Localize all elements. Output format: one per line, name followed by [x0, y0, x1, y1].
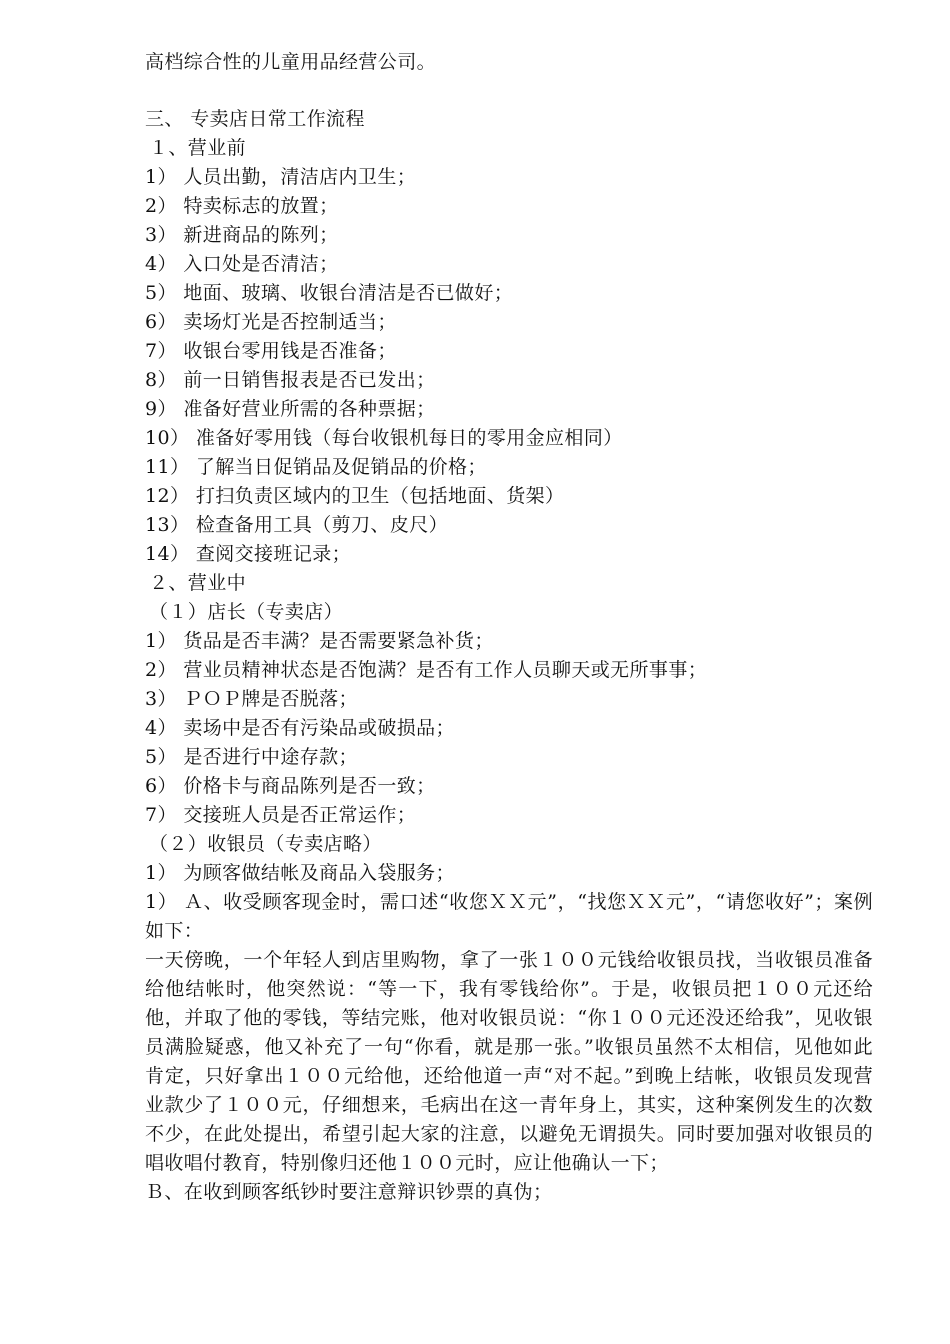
- list-item: 12） 打扫负责区域内的卫生（包括地面、货架）: [145, 485, 565, 507]
- role-title: （２）收银员（专卖店略）: [149, 833, 382, 855]
- list-item: 1） 货品是否丰满？是否需要紧急补货；: [145, 630, 494, 652]
- list-item: 2） 营业员精神状态是否饱满？是否有工作人员聊天或无所事事；: [145, 659, 708, 681]
- document-page: [145, 48, 880, 1207]
- blank-line: [145, 77, 880, 105]
- list-item: 1） 人员出勤，清洁店内卫生；: [145, 166, 417, 188]
- subsection-title: ２、营业中: [149, 572, 247, 594]
- list-item: 6） 卖场灯光是否控制适当；: [145, 311, 397, 333]
- section-title: 三、 专卖店日常工作流程: [145, 108, 365, 130]
- list-item: 6） 价格卡与商品陈列是否一致；: [145, 775, 436, 797]
- list-item: 3） ＰＯＰ牌是否脱落；: [145, 688, 358, 710]
- case-paragraph: 一天傍晚，一个年轻人到店里购物，拿了一张１００元钱给收银员找，当收银员准备给他结帐时，他突然说：“等一下，我有零钱给你”。于是，收银员把１００元还给他，并取了他的零钱，等结完账，他对收银员说：“你１００元还没还给我”，见收银员满脸疑惑，他又补充了一句“你看，就是那一张。”收银员虽然不太相信，见他如此肯定，只好拿出１００元给他，还给他道一声“对不起。”到晚上结帐，收银员发现营业款少了１００元，仔细想来，毛病出在这一青年身上，其实，这种案例发生的次数不少，在此处提出，希望引起大家的注意，以避免无谓损失。同时要加强对收银员的唱收唱付教育，特别像归还他１００元时，应让他确认一下；: [145, 949, 873, 1174]
- list-item: 13） 检查备用工具（剪刀、皮尺）: [145, 514, 449, 536]
- list-item: 14） 查阅交接班记录；: [145, 543, 352, 565]
- manager-list: [145, 627, 880, 830]
- list-item: 2） 特卖标志的放置；: [145, 195, 339, 217]
- list-item: 11） 了解当日促销品及促销品的价格；: [145, 456, 487, 478]
- list-item: 4） 卖场中是否有污染品或破损品；: [145, 717, 455, 739]
- list-item: 8） 前一日销售报表是否已发出；: [145, 369, 436, 391]
- intro-tail: 高档综合性的儿童用品经营公司。: [145, 51, 437, 73]
- list-item: 7） 收银台零用钱是否准备；: [145, 340, 397, 362]
- list-item: 9） 准备好营业所需的各种票据；: [145, 398, 436, 420]
- cash-handling-paragraph: 1） Ａ、收受顾客现金时，需口述“收您ＸＸ元”，“找您ＸＸ元”，“请您收好”；案例如下：: [145, 891, 873, 942]
- list-item: 3） 新进商品的陈列；: [145, 224, 339, 246]
- list-item: 5） 是否进行中途存款；: [145, 746, 358, 768]
- pre-business-list: [145, 163, 880, 569]
- list-item: Ｂ、在收到顾客纸钞时要注意辩识钞票的真伪；: [145, 1181, 553, 1203]
- list-item: 5） 地面、玻璃、收银台清洁是否已做好；: [145, 282, 514, 304]
- list-item: 1） 为顾客做结帐及商品入袋服务；: [145, 862, 455, 884]
- list-item: 7） 交接班人员是否正常运作；: [145, 804, 417, 826]
- role-title: （１）店长（专卖店）: [149, 601, 344, 623]
- list-item: 10） 准备好零用钱（每台收银机每日的零用金应相同）: [145, 427, 623, 449]
- list-item: 4） 入口处是否清洁；: [145, 253, 339, 275]
- subsection-title: １、营业前: [149, 137, 247, 159]
